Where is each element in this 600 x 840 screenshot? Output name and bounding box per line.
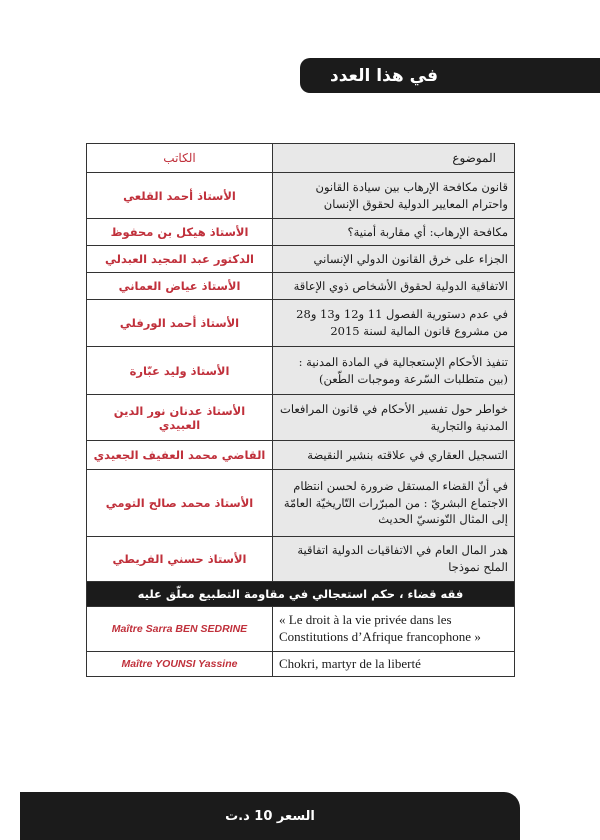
column-header-topic: الموضوع xyxy=(273,144,515,173)
article-topic: في عدم دستورية الفصول 11 و12 و13 و28 من مشروع قانون المالية لسنة 2015 xyxy=(273,300,515,347)
header-title: في هذا العدد xyxy=(330,65,438,86)
article-topic: التسجيل العقاري في علاقته بنشير النقيضة xyxy=(273,441,515,470)
section-row xyxy=(87,582,515,607)
article-author: القاضي محمد العفيف الجعيدي xyxy=(87,441,273,470)
table-row xyxy=(87,300,515,347)
contents-table xyxy=(86,143,515,677)
article-topic: خواطر حول تفسير الأحكام في قانون المرافعات المدنية والتجارية xyxy=(273,395,515,441)
table-row xyxy=(87,246,515,273)
article-topic: الاتفاقية الدولية لحقوق الأشخاص ذوي الإعاقة xyxy=(273,273,515,300)
section-title: فقه قضاء ، حكم استعجالي في مقاومة التطبيع معلّق عليه xyxy=(87,582,515,607)
table-header-row xyxy=(87,144,515,173)
table-row xyxy=(87,607,515,652)
table-row xyxy=(87,395,515,441)
article-author: الأستاذ وليد عبّارة xyxy=(87,347,273,395)
article-topic: تنفيذ الأحكام الإستعجالية في المادة المدنية : (بين متطلبات السّرعة وموجبات الطّعن) xyxy=(273,347,515,395)
article-topic: في أنّ القضاء المستقل ضرورة لحسن انتظام الاجتماع البشريّ : من المبرّرات التّاريخيّة العامّة إلى المثال التّونسيّ الحديث xyxy=(273,470,515,537)
article-topic: الجزاء على خرق القانون الدولي الإنساني xyxy=(273,246,515,273)
price-footer xyxy=(20,792,520,840)
article-author: الأستاذ عياض العماني xyxy=(87,273,273,300)
article-author: Maître YOUNSI Yassine xyxy=(87,652,273,677)
article-author: الأستاذ محمد صالح التومي xyxy=(87,470,273,537)
article-topic: « Le droit à la vie privée dans les Constitutions d’Afrique francophone » xyxy=(273,607,515,652)
column-header-author: الكاتب xyxy=(87,144,273,173)
article-topic: مكافحة الإرهاب: أي مقاربة أمنية؟ xyxy=(273,219,515,246)
table-row xyxy=(87,537,515,582)
table-row xyxy=(87,652,515,677)
article-author: الأستاذ أحمد الورفلي xyxy=(87,300,273,347)
article-author: الأستاذ أحمد القلعي xyxy=(87,173,273,219)
article-author: الدكتور عبد المجيد العبدلي xyxy=(87,246,273,273)
table-row xyxy=(87,441,515,470)
article-author: الأستاذ حسني الفريطي xyxy=(87,537,273,582)
article-topic: Chokri, martyr de la liberté xyxy=(273,652,515,677)
table-row xyxy=(87,173,515,219)
article-topic: قانون مكافحة الإرهاب بين سيادة القانون واحترام المعايير الدولية لحقوق الإنسان xyxy=(273,173,515,219)
table-row xyxy=(87,470,515,537)
issue-contents-header xyxy=(300,58,600,93)
price-label: السعر 10 د.ت xyxy=(225,808,315,824)
article-author: الأستاذ هيكل بن محفوظ xyxy=(87,219,273,246)
article-topic: هدر المال العام في الاتفاقيات الدولية اتفاقية الملح نموذجا xyxy=(273,537,515,582)
article-author: الأستاذ عدنان نور الدين العبيدي xyxy=(87,395,273,441)
table-row xyxy=(87,273,515,300)
table-row xyxy=(87,219,515,246)
table-row xyxy=(87,347,515,395)
article-author: Maître Sarra BEN SEDRINE xyxy=(87,607,273,652)
